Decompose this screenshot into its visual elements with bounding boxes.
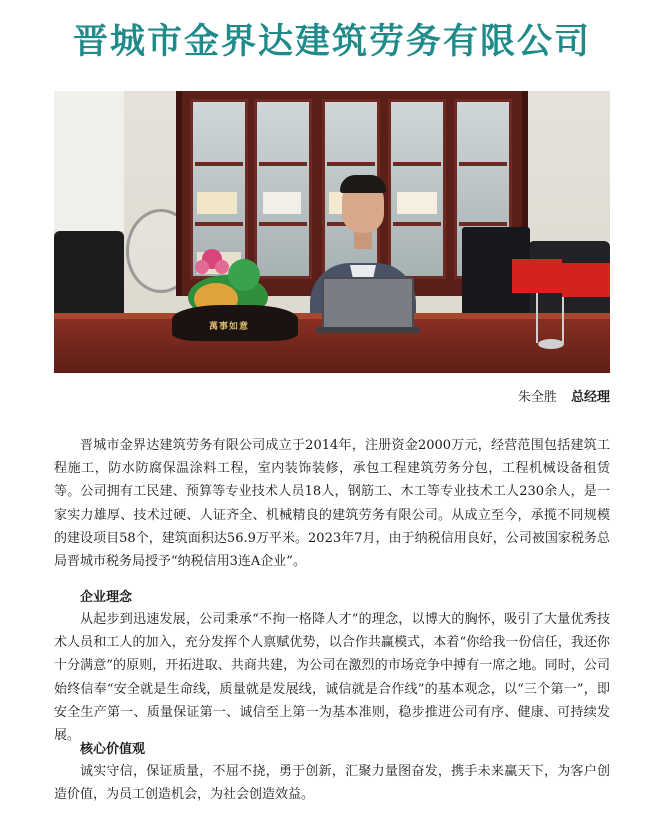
statue-plaque-text: 萬事如意 bbox=[209, 322, 250, 332]
manager-office-photo bbox=[54, 91, 610, 373]
photo-caption bbox=[518, 386, 610, 405]
core-values-heading: 核心价值观 bbox=[80, 742, 146, 757]
manager-name: 朱全胜 bbox=[517, 390, 557, 405]
manager-role: 总经理 bbox=[570, 390, 610, 405]
national-flag bbox=[512, 259, 562, 293]
philosophy-heading: 企业理念 bbox=[80, 590, 133, 605]
laptop-base bbox=[316, 327, 420, 333]
manager-hair bbox=[340, 175, 386, 193]
laptop bbox=[322, 277, 414, 329]
bookcase-glass-door bbox=[388, 99, 446, 279]
company-title: 晋城市金界达建筑劳务有限公司 bbox=[72, 22, 591, 62]
flag-stand bbox=[538, 339, 564, 349]
office-window bbox=[54, 91, 124, 231]
philosophy-paragraph: 从起步到迅速发展，公司秉承“不拘一格降人才”的理念，以博大的胸怀，吸引了大量优秀技术人员和工人的加入，充分发挥个人禀赋优势，以合作共赢模式，本着“你给我一份信任，我还你十分满意”的原则，开拓进取、共商共建，为公司在激烈的市场竞争中搏有一席之地。同时，公司始终信奉“安全就是生命线，质量就是发展线，诚信就是合作线”的基本观念，以“三个第一”，即安全生产第一、质量保证第一、诚信至上第一为基本准则，稳步推进公司有序、健康、可持续发展。 bbox=[54, 612, 610, 744]
company-intro-paragraph: 晋城市金界达建筑劳务有限公司成立于2014年，注册资金2000万元，经营范围包括建筑工程施工，防水防腐保温涂料工程，室内装饰装修，承包工程建筑劳务分包，工程机械设备租赁等。公司拥有工民建、预算等专业技术人员18人，钢筋工、木工等专业技术工人230余人，是一家实力雄厚、技术过硬、人证齐全、机械精良的建筑劳务有限公司。从成立至今，承揽不同规模的建设项目58个，建筑面积达56.9万平米。2023年7月，由于纳税信用良好，公司被国家税务总局晋城市税务局授予“纳税信用3连A企业”。 bbox=[54, 438, 610, 570]
core-values-paragraph: 诚实守信，保证质量，不屈不挠，勇于创新，汇聚力量图奋发，携手未来赢天下，为客户创造价值，为员工创造机会，为社会创造效益。 bbox=[54, 764, 610, 803]
party-flag bbox=[562, 263, 610, 297]
